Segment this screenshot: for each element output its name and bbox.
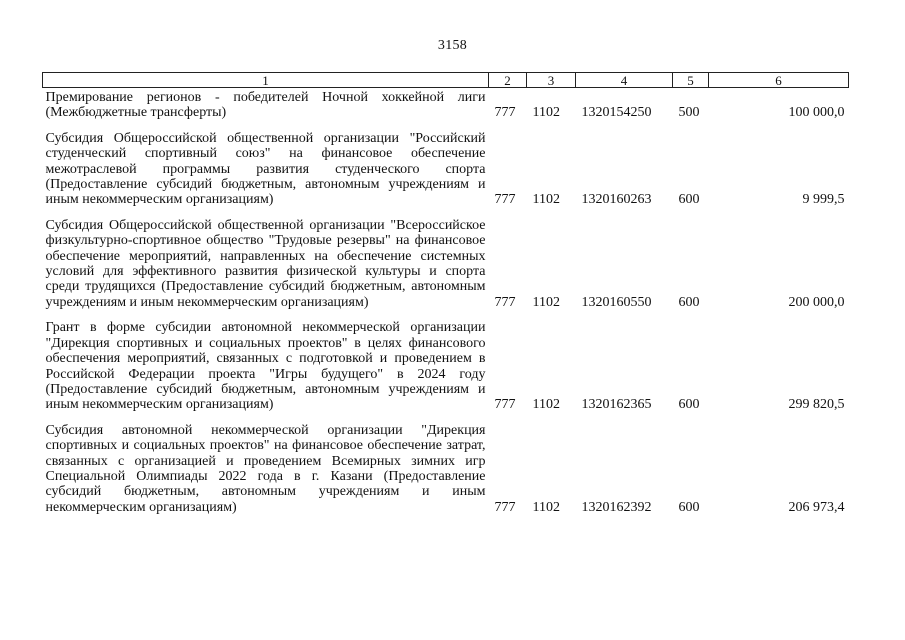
row-section-code: 1102 bbox=[532, 105, 560, 121]
column-header-5: 5 bbox=[673, 73, 709, 88]
row-expense-type: 600 bbox=[678, 397, 700, 413]
row-ministry-code: 777 bbox=[494, 397, 516, 413]
column-header-6: 6 bbox=[709, 73, 849, 88]
table-row bbox=[43, 88, 849, 121]
column-header-3: 3 bbox=[527, 73, 576, 88]
row-expense-type: 600 bbox=[678, 192, 700, 208]
row-target-code: 1320162365 bbox=[581, 397, 652, 413]
column-header-4: 4 bbox=[576, 73, 673, 88]
row-amount: 206 973,4 bbox=[788, 499, 845, 515]
table-row bbox=[43, 413, 849, 515]
table-row bbox=[43, 208, 849, 310]
row-target-code: 1320162392 bbox=[581, 499, 652, 515]
row-target-code: 1320160550 bbox=[581, 294, 652, 310]
row-ministry-code: 777 bbox=[494, 499, 516, 515]
row-description: Грант в форме субсидии автономной некоммерческой организации "Дирекция спортивных и социальных проектов" в целях финансового обеспечения мероприятий, связанных с подготовкой и проведением в Российской Федерации проекта "Игры будущего" в 2024 году (Предоставление субсидий бюджетным, автономным учреждениям и иным некоммерческим организациям) bbox=[45, 320, 486, 413]
row-amount: 299 820,5 bbox=[788, 397, 845, 413]
table-header-row bbox=[43, 73, 849, 88]
page-number: 3158 bbox=[437, 38, 468, 53]
row-description: Премирование регионов - победителей Ночной хоккейной лиги (Межбюджетные трансферты) bbox=[45, 90, 486, 121]
row-amount: 200 000,0 bbox=[788, 294, 845, 310]
row-description: Субсидия Общероссийской общественной организации "Всероссийское физкультурно-спортивное общество "Трудовые резервы" на финансовое обеспечение мероприятий, направленных на обеспечение системных условий для эффективного развития физической культуры и спорта среди трудящихся (Предоставление субсидий бюджетным, автономным учреждениям и иным некоммерческим организациям) bbox=[45, 217, 486, 310]
row-section-code: 1102 bbox=[532, 294, 560, 310]
row-target-code: 1320154250 bbox=[581, 105, 652, 121]
row-amount: 100 000,0 bbox=[788, 105, 845, 121]
row-target-code: 1320160263 bbox=[581, 192, 652, 208]
row-amount: 9 999,5 bbox=[802, 192, 845, 208]
row-section-code: 1102 bbox=[532, 499, 560, 515]
budget-table bbox=[42, 72, 849, 515]
column-header-1: 1 bbox=[43, 73, 489, 88]
row-section-code: 1102 bbox=[532, 192, 560, 208]
row-expense-type: 500 bbox=[678, 105, 700, 121]
table-row bbox=[43, 310, 849, 412]
row-expense-type: 600 bbox=[678, 294, 700, 310]
row-description: Субсидия Общероссийской общественной организации "Российский студенческий спортивный союз" на финансовое обеспечение межотраслевой программы развития студенческого спорта (Предоставление субсидий бюджетным, автономным учреждениям и иным некоммерческим организациям) bbox=[45, 130, 486, 208]
row-ministry-code: 777 bbox=[494, 105, 516, 121]
row-section-code: 1102 bbox=[532, 397, 560, 413]
column-header-2: 2 bbox=[489, 73, 527, 88]
row-expense-type: 600 bbox=[678, 499, 700, 515]
row-ministry-code: 777 bbox=[494, 294, 516, 310]
table-row bbox=[43, 121, 849, 208]
row-description: Субсидия автономной некоммерческой организации "Дирекция спортивных и социальных проектов" на финансовое обеспечение затрат, связанных с организацией и проведением Всемирных зимних игр Специальной Олимпиады 2022 года в г. Казани (Предоставление субсидий бюджетным, автономным учреждениям и иным некоммерческим организациям) bbox=[45, 422, 486, 515]
row-ministry-code: 777 bbox=[494, 192, 516, 208]
